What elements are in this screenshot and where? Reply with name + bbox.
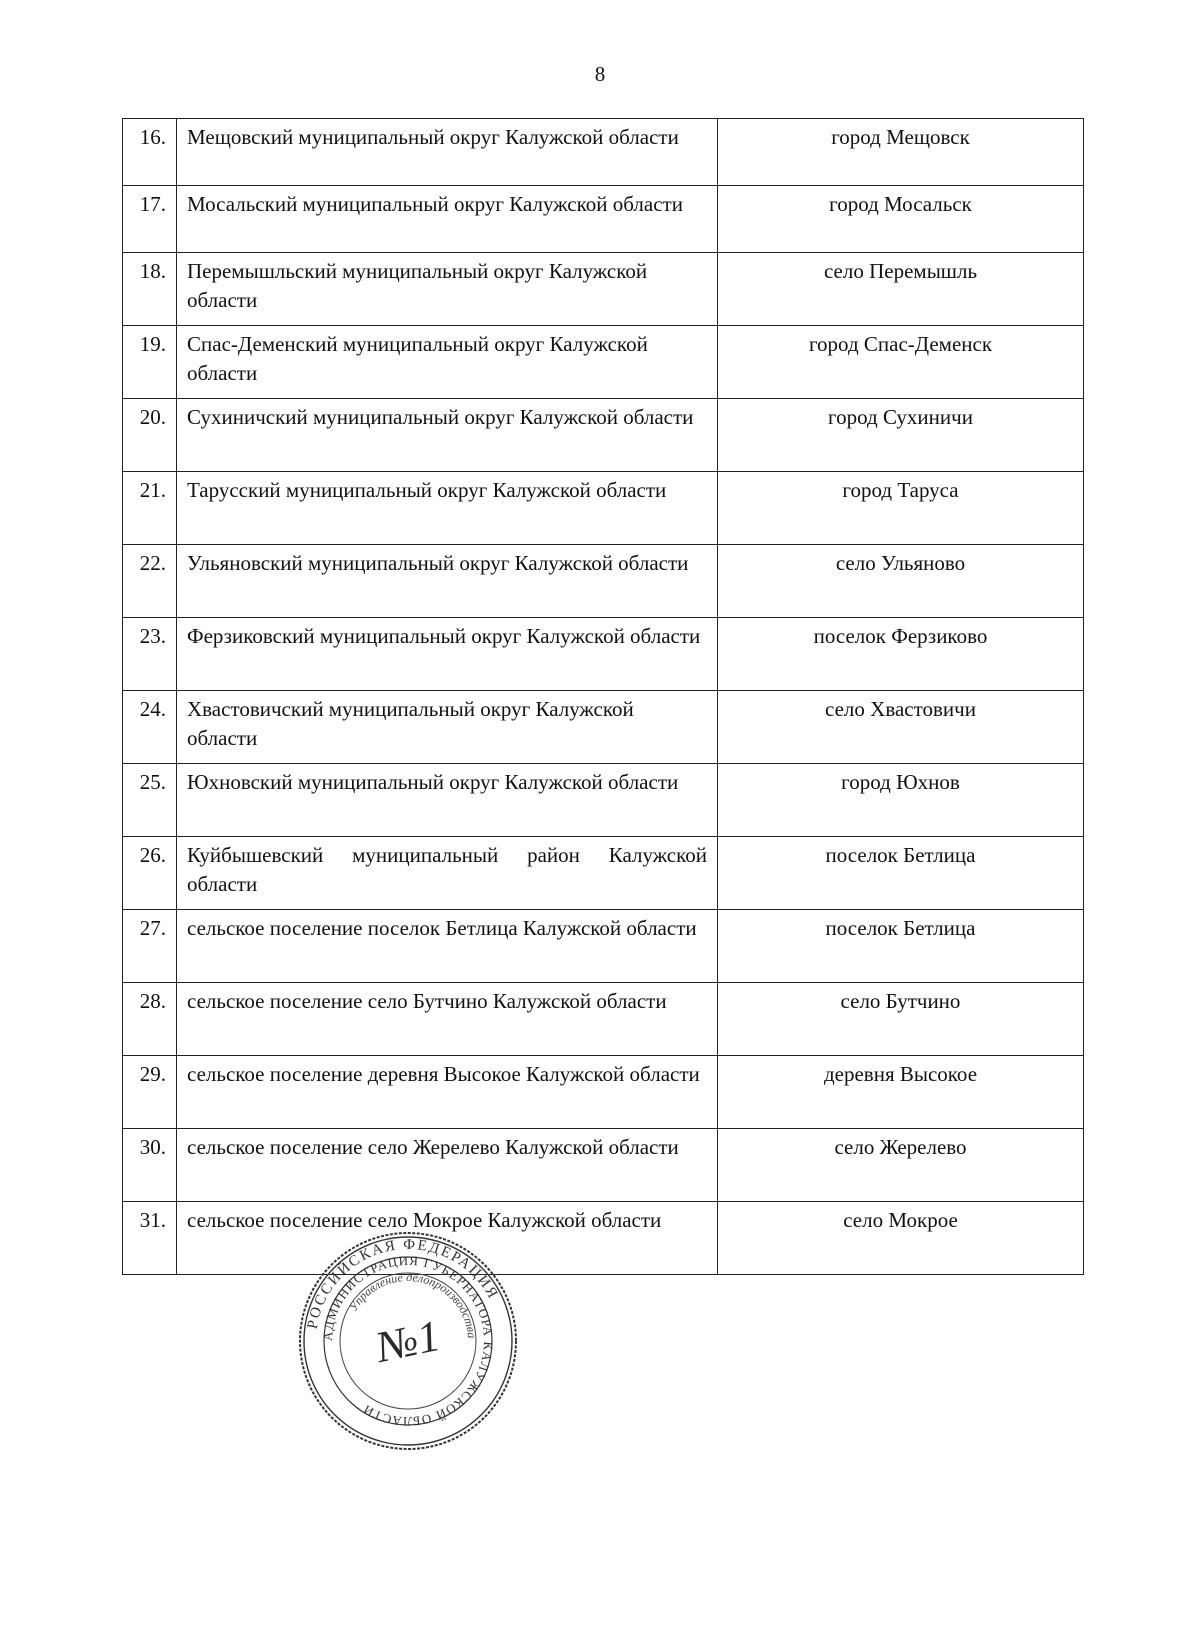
table-row <box>123 1202 1084 1275</box>
administrative-center: поселок Ферзиково <box>718 618 1084 691</box>
administrative-center: город Таруса <box>718 472 1084 545</box>
seal-inner-text: Управление делопроизводства <box>346 1269 479 1339</box>
seal-center-number: №1 <box>371 1310 445 1373</box>
administrative-center: деревня Высокое <box>718 1056 1084 1129</box>
row-number: 24. <box>123 691 177 764</box>
district-name: Мещовский муниципальный округ Калужской области <box>177 119 718 186</box>
district-name: сельское поселение деревня Высокое Калужской области <box>177 1056 718 1129</box>
row-number: 20. <box>123 399 177 472</box>
administrative-center: село Жерелево <box>718 1129 1084 1202</box>
row-number: 16. <box>123 119 177 186</box>
row-number: 28. <box>123 983 177 1056</box>
table-row <box>123 399 1084 472</box>
table-row <box>123 545 1084 618</box>
row-number: 31. <box>123 1202 177 1275</box>
district-name: Тарусский муниципальный округ Калужской области <box>177 472 718 545</box>
administrative-center: село Мокрое <box>718 1202 1084 1275</box>
district-name: сельское поселение село Мокрое Калужской области <box>177 1202 718 1275</box>
table-row <box>123 764 1084 837</box>
administrative-center: село Бутчино <box>718 983 1084 1056</box>
table-row <box>123 837 1084 910</box>
table-row <box>123 119 1084 186</box>
district-name: Перемышльский муниципальный округ Калужской области <box>177 253 718 326</box>
district-name: Хвастовичский муниципальный округ Калужской области <box>177 691 718 764</box>
row-number: 26. <box>123 837 177 910</box>
administrative-center: город Спас-Деменск <box>718 326 1084 399</box>
row-number: 18. <box>123 253 177 326</box>
table-row <box>123 691 1084 764</box>
table-row <box>123 253 1084 326</box>
page-number: 8 <box>594 62 606 86</box>
row-number: 21. <box>123 472 177 545</box>
official-seal <box>297 1230 519 1452</box>
row-number: 19. <box>123 326 177 399</box>
district-name: Ферзиковский муниципальный округ Калужской области <box>177 618 718 691</box>
districts-table <box>122 118 1084 1275</box>
administrative-center: город Мещовск <box>718 119 1084 186</box>
administrative-center: город Сухиничи <box>718 399 1084 472</box>
row-number: 17. <box>123 186 177 253</box>
administrative-center: поселок Бетлица <box>718 910 1084 983</box>
table-row <box>123 186 1084 253</box>
seal-outer-text: РОССИЙСКАЯ ФЕДЕРАЦИЯ <box>304 1236 502 1331</box>
district-name: Мосальский муниципальный округ Калужской области <box>177 186 718 253</box>
row-number: 22. <box>123 545 177 618</box>
administrative-center: поселок Бетлица <box>718 837 1084 910</box>
row-number: 23. <box>123 618 177 691</box>
row-number: 29. <box>123 1056 177 1129</box>
administrative-center: село Перемышль <box>718 253 1084 326</box>
seal-middle-text: АДМИНИСТРАЦИЯ ГУБЕРНАТОРА КАЛУЖСКОЙ ОБЛАСТИ <box>319 1252 497 1430</box>
administrative-center: село Хвастовичи <box>718 691 1084 764</box>
district-name: Ульяновский муниципальный округ Калужской области <box>177 545 718 618</box>
district-name: Сухиничский муниципальный округ Калужской области <box>177 399 718 472</box>
table-row <box>123 1129 1084 1202</box>
district-name: сельское поселение село Жерелево Калужской области <box>177 1129 718 1202</box>
administrative-center: город Мосальск <box>718 186 1084 253</box>
administrative-center: город Юхнов <box>718 764 1084 837</box>
district-name: сельское поселение поселок Бетлица Калужской области <box>177 910 718 983</box>
table-row <box>123 910 1084 983</box>
table-row <box>123 1056 1084 1129</box>
row-number: 25. <box>123 764 177 837</box>
table-row <box>123 326 1084 399</box>
administrative-center: село Ульяново <box>718 545 1084 618</box>
row-number: 27. <box>123 910 177 983</box>
table-row <box>123 618 1084 691</box>
row-number: 30. <box>123 1129 177 1202</box>
district-name: сельское поселение село Бутчино Калужской области <box>177 983 718 1056</box>
district-name: Спас-Деменский муниципальный округ Калужской области <box>177 326 718 399</box>
district-name: Юхновский муниципальный округ Калужской области <box>177 764 718 837</box>
table-row <box>123 472 1084 545</box>
district-name: Куйбышевский муниципальный район Калужской области <box>177 837 718 910</box>
table-row <box>123 983 1084 1056</box>
